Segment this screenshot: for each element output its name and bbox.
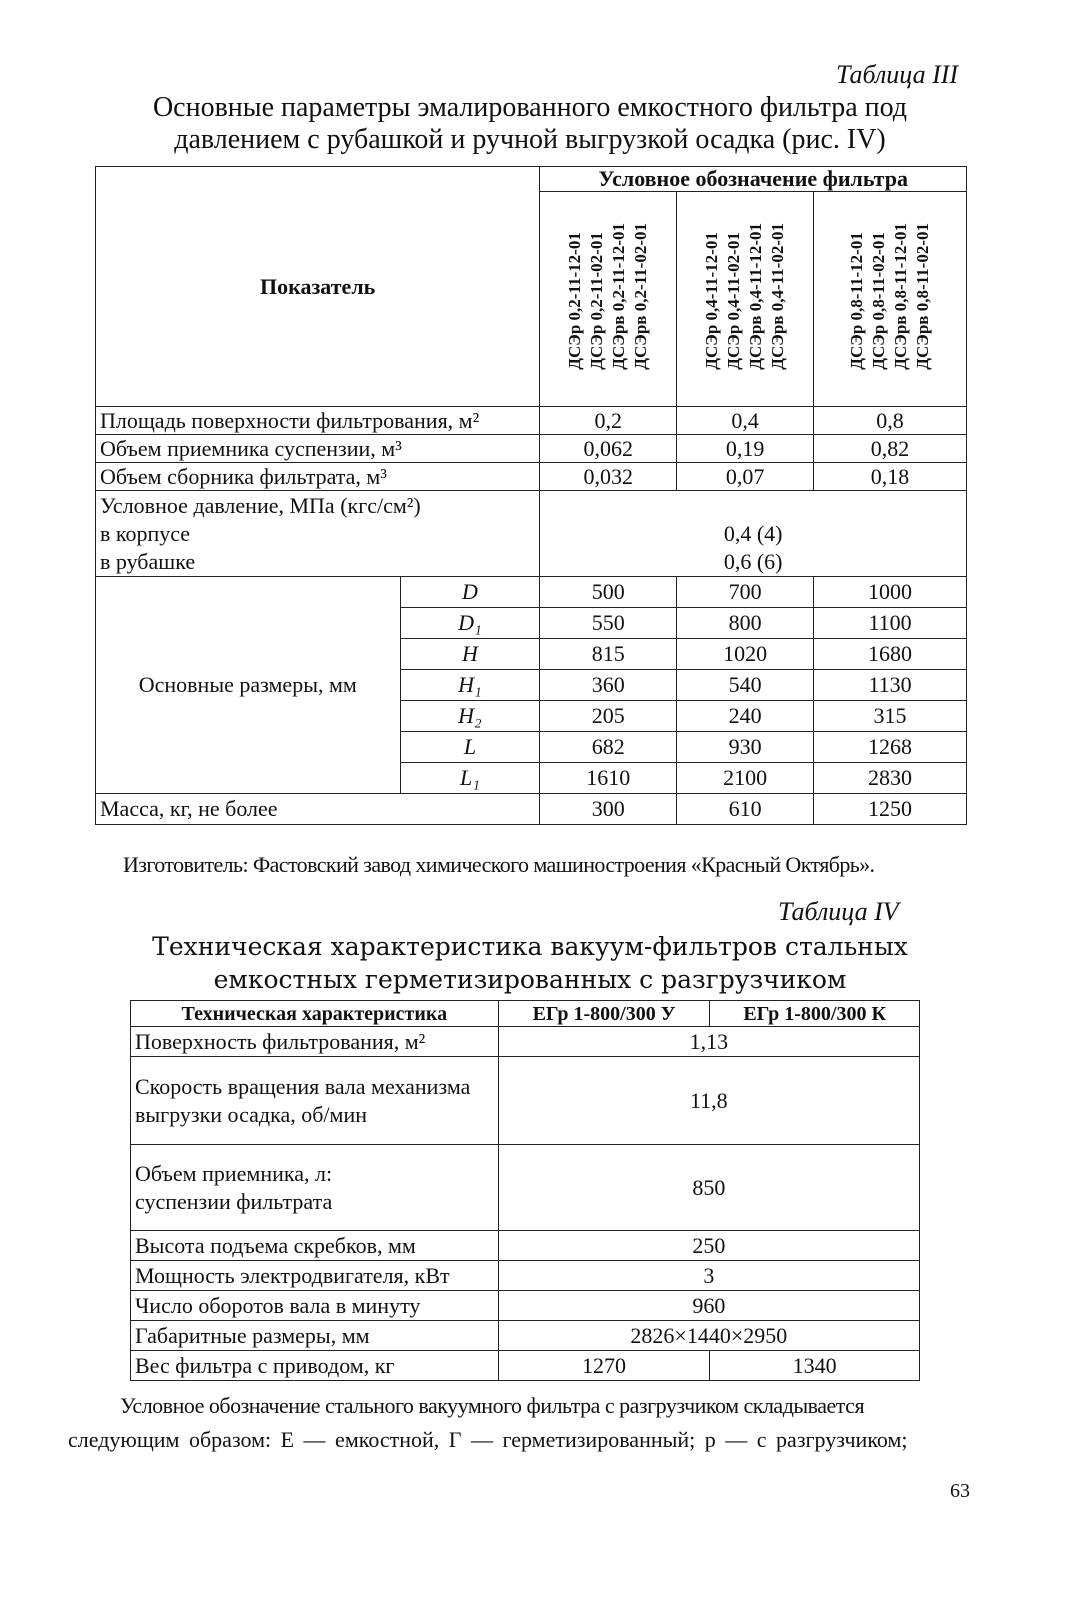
dim-symbol: D₁ [400, 608, 540, 639]
designation: ДСЭр 0,2-11-02-01 [587, 232, 607, 370]
cell-value: 930 [677, 732, 814, 763]
dim-symbol: D [400, 577, 540, 608]
cell-value: 1680 [814, 639, 967, 670]
table-row [131, 1351, 920, 1381]
cell-value: 700 [677, 577, 814, 608]
designation: ДСЭрв 0,8-11-12-01 [891, 223, 911, 370]
designation: ДСЭрв 0,8-11-02-01 [913, 223, 933, 370]
dim-symbol: L [400, 732, 540, 763]
cell-value: 682 [540, 732, 677, 763]
cell-value: 815 [540, 639, 677, 670]
table4-header-model-k: ЕГр 1-800/300 К [710, 1001, 920, 1027]
table4-title-line1: Техническая характеристика вакуум-фильтров стальных [152, 932, 908, 961]
page-number: 63 [950, 1480, 970, 1502]
cell-value: 1000 [814, 577, 967, 608]
table-row [131, 1231, 920, 1261]
row-label: Высота подъема скребков, мм [131, 1231, 499, 1261]
cell-value: 0,062 [540, 435, 677, 463]
designation-col-3 [814, 192, 967, 407]
pressure-value-jacket: 0,6 (6) [723, 549, 783, 574]
table-row [96, 407, 967, 435]
row-label [131, 1145, 499, 1231]
cell-value: 1610 [540, 763, 677, 794]
table4-title-line2: емкостных герметизированных с разгрузчиком [213, 965, 847, 994]
cell-value: 2826×1440×2950 [498, 1321, 919, 1351]
table-row [96, 435, 967, 463]
table-row [131, 1291, 920, 1321]
manufacturer-note: Изготовитель: Фастовский завод химического машиностроения «Красный Октябрь». [123, 852, 875, 877]
table3-title-line2: давлением с рубашкой и ручной выгрузкой осадка (рис. IV) [174, 124, 886, 155]
table4 [130, 1000, 920, 1381]
table-row [96, 463, 967, 491]
row-label: Объем сборника фильтрата, м³ [96, 463, 540, 491]
designation: ДСЭр 0,8-11-02-01 [869, 232, 889, 370]
cell-value: 1130 [814, 670, 967, 701]
table4-caption: Таблица IV [778, 897, 899, 926]
designation: ДСЭр 0,8-11-12-01 [847, 232, 867, 370]
table-row [131, 1027, 920, 1057]
table3-header-param: Показатель [96, 167, 540, 407]
row-label: Скорость вращения вала механизма выгрузки осадка, об/мин [131, 1057, 499, 1145]
cell-value: 1270 [498, 1351, 710, 1381]
cell-value: 1250 [814, 794, 967, 825]
cell-value: 0,82 [814, 435, 967, 463]
cell-value: 2830 [814, 763, 967, 794]
cell-value: 610 [677, 794, 814, 825]
cell-value: 205 [540, 701, 677, 732]
dim-symbol: H₁ [400, 670, 540, 701]
table-row [131, 1321, 920, 1351]
designation: ДСЭрв 0,4-11-12-01 [746, 223, 766, 370]
designation-col-2 [677, 192, 814, 407]
cell-value: 960 [498, 1291, 919, 1321]
designation: ДСЭрв 0,2-11-02-01 [631, 223, 651, 370]
pressure-values [540, 491, 967, 577]
row-label: Вес фильтра с приводом, кг [131, 1351, 499, 1381]
table-row [131, 1145, 920, 1231]
row-label-text: Объем приемника, л: суспензии фильтрата [135, 1160, 333, 1214]
designation: ДСЭр 0,2-11-12-01 [565, 232, 585, 370]
cell-value: 500 [540, 577, 677, 608]
table3 [95, 166, 967, 825]
designation: ДСЭрв 0,4-11-02-01 [768, 223, 788, 370]
cell-value: 0,8 [814, 407, 967, 435]
cell-value: 240 [677, 701, 814, 732]
table4-title [110, 930, 950, 996]
dim-symbol: L₁ [400, 763, 540, 794]
dim-symbol: H [400, 639, 540, 670]
row-label: Мощность электродвигателя, кВт [131, 1261, 499, 1291]
table3-header-group: Условное обозначение фильтра [540, 167, 967, 192]
table4-header-model-u: ЕГр 1-800/300 У [498, 1001, 710, 1027]
cell-value: 0,2 [540, 407, 677, 435]
table-row [96, 577, 967, 608]
designation: ДСЭрв 0,2-11-12-01 [609, 223, 629, 370]
cell-value: 315 [814, 701, 967, 732]
row-label: Число оборотов вала в минуту [131, 1291, 499, 1321]
designation-col-1 [540, 192, 677, 407]
cell-value: 2100 [677, 763, 814, 794]
cell-value: 540 [677, 670, 814, 701]
cell-value: 0,18 [814, 463, 967, 491]
table4-header-param: Техническая характеристика [131, 1001, 499, 1027]
cell-value: 250 [498, 1231, 919, 1261]
cell-value: 1,13 [498, 1027, 919, 1057]
table3-title-line1: Основные параметры эмалированного емкостного фильтра под [152, 92, 908, 123]
cell-value: 1020 [677, 639, 814, 670]
cell-value: 0,4 [677, 407, 814, 435]
cell-value: 0,19 [677, 435, 814, 463]
footer-text-line2: следующим образом: Е — емкостной, Г — герметизированный; р — с разгрузчиком; [68, 1427, 908, 1452]
pressure-label-line: Условное давление, МПа (кгс/см²) [100, 492, 421, 518]
cell-value: 1340 [710, 1351, 920, 1381]
cell-value: 1100 [814, 608, 967, 639]
pressure-label [96, 491, 540, 577]
designation: ДСЭр 0,4-11-12-01 [702, 232, 722, 370]
table-row [131, 1261, 920, 1291]
cell-value: 11,8 [498, 1057, 919, 1145]
cell-value: 0,032 [540, 463, 677, 491]
pressure-value-body: 0,4 (4) [723, 521, 783, 546]
table3-caption: Таблица III [836, 60, 959, 89]
cell-value: 3 [498, 1261, 919, 1291]
designation: ДСЭр 0,4-11-02-01 [724, 232, 744, 370]
cell-value: 800 [677, 608, 814, 639]
dim-symbol: H₂ [400, 701, 540, 732]
table3-title [90, 92, 970, 156]
row-label: Габаритные размеры, мм [131, 1321, 499, 1351]
dimensions-label: Основные размеры, мм [96, 577, 401, 794]
pressure-label-jacket: в рубашке [100, 548, 196, 574]
cell-value: 300 [540, 794, 677, 825]
cell-value: 0,07 [677, 463, 814, 491]
table-row [96, 794, 967, 825]
cell-value: 850 [498, 1145, 919, 1231]
cell-value: 550 [540, 608, 677, 639]
pressure-label-body: в корпусе [100, 520, 191, 546]
row-label: Масса, кг, не более [96, 794, 540, 825]
row-label: Объем приемника суспензии, м³ [96, 435, 540, 463]
footer-text-line1: Условное обозначение стального вакуумного фильтра с разгрузчиком складывается [120, 1393, 865, 1418]
cell-value: 1268 [814, 732, 967, 763]
row-label: Поверхность фильтрования, м² [131, 1027, 499, 1057]
table-row-pressure [96, 491, 967, 577]
table-row [131, 1057, 920, 1145]
row-label: Площадь поверхности фильтрования, м² [96, 407, 540, 435]
cell-value: 360 [540, 670, 677, 701]
